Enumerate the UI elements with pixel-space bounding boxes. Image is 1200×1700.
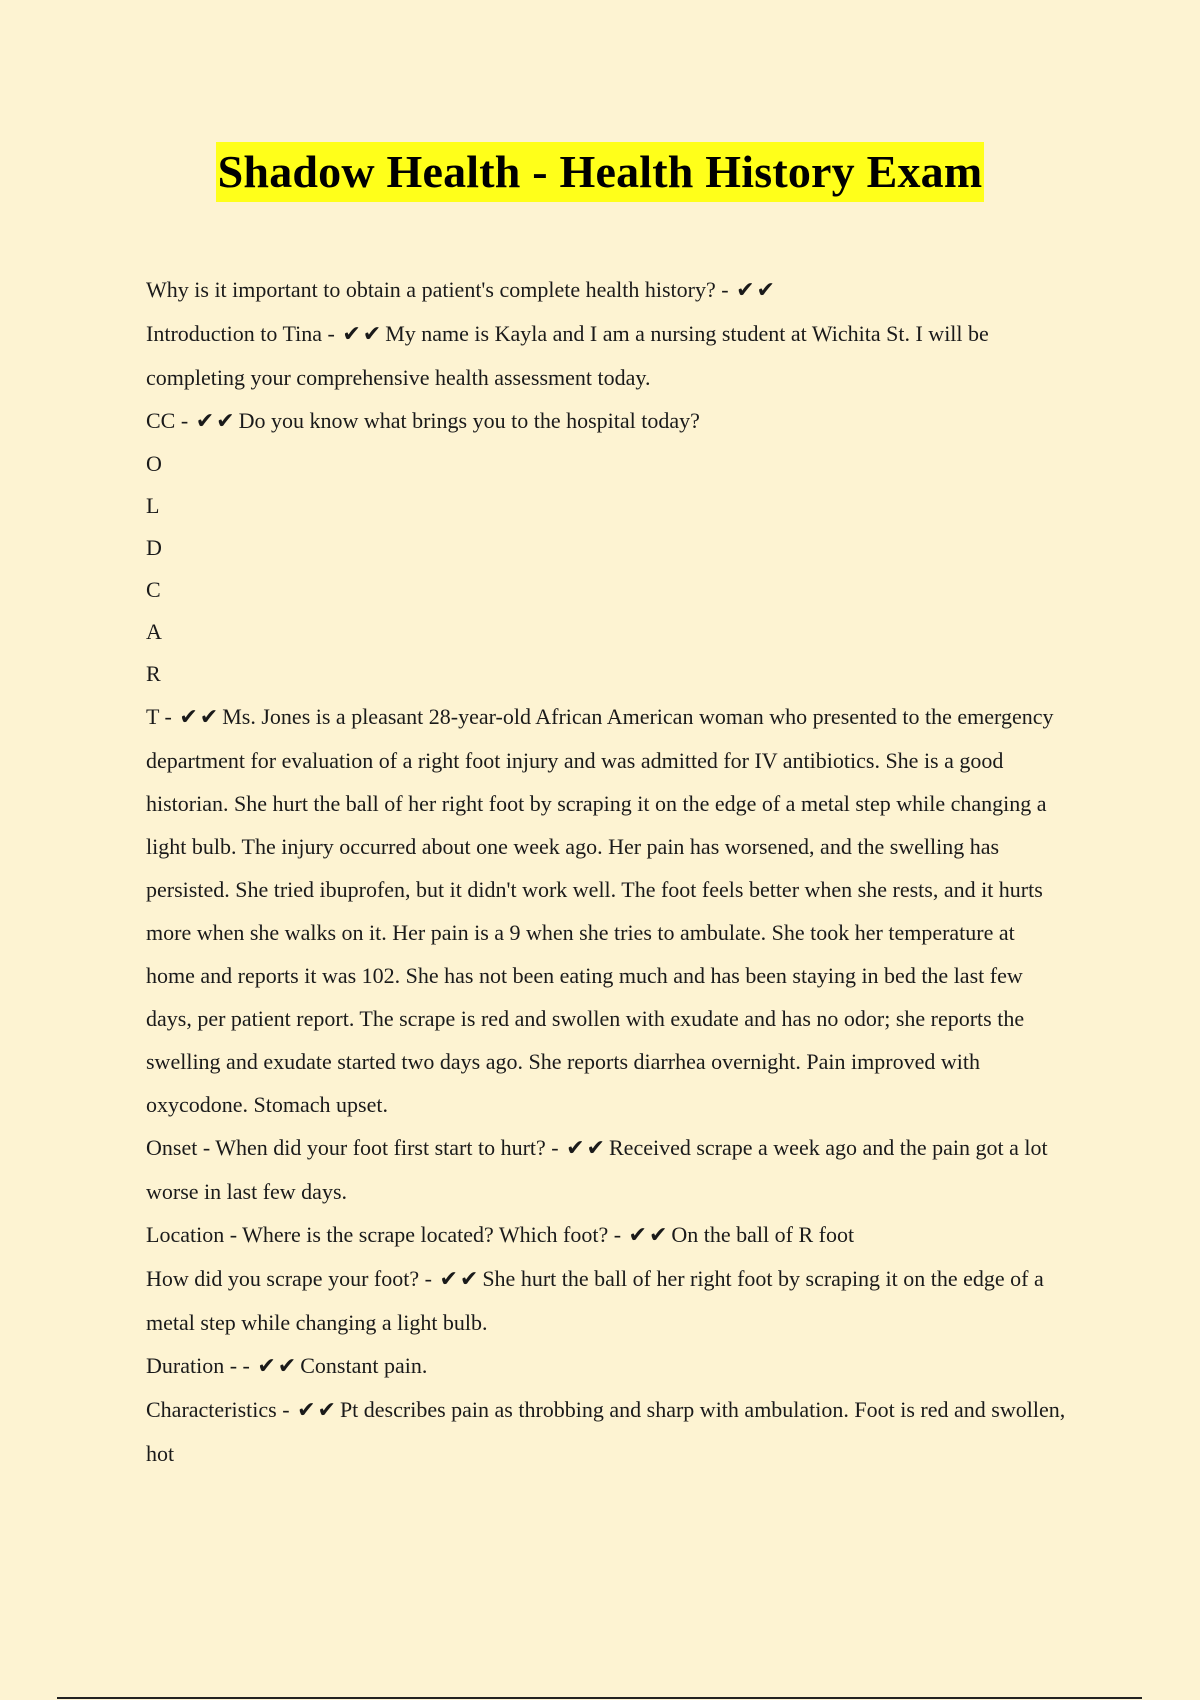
mnemonic-letter: D: [146, 535, 162, 560]
question-text: Onset - When did your foot first start to hurt? -: [146, 1135, 559, 1160]
checkmark-icon: ✔✔: [297, 1398, 338, 1423]
qa-item: [146, 268, 1066, 312]
answer-text: Ms. Jones is a pleasant 28-year-old African American woman who presented to the emergency department for evaluation of a right foot injury and was admitted for IV antibiotics. She is a good historian. She hurt the ball of her right foot by scraping it on the edge of a metal step while changing a light bulb. The injury occurred about one week ago. Her pain has worsened, and the swelling has persisted. She tried ibuprofen, but it didn't work well. The foot feels better when she rests, and it hurts more when she walks on it. Her pain is a 9 when she tries to ambulate. She took her temperature at home and reports it was 102. She has not been eating much and has been staying in bed the last few days, per patient report. The scrape is red and swollen with exudate and has no odor; she reports the swelling and exudate started two days ago. She reports diarrhea overnight. Pain improved with oxycodone. Stomach upset.: [146, 704, 1054, 1117]
footer-divider: [57, 1697, 1142, 1699]
title-container: [0, 142, 1200, 202]
document-body: [146, 268, 1066, 1475]
qa-item: [146, 1344, 1066, 1388]
answer-text: She hurt the ball of her right foot by scraping it on the edge of a metal step while changing a light bulb.: [146, 1266, 1044, 1335]
qa-item: [146, 399, 1066, 443]
checkmark-icon: ✔✔: [179, 705, 221, 730]
checkmark-icon: ✔✔: [628, 1223, 670, 1248]
qa-item: [146, 1388, 1066, 1475]
qa-item: [146, 1257, 1066, 1344]
question-text: Location - Where is the scrape located? Which foot? -: [146, 1222, 622, 1247]
qa-item: [146, 695, 1066, 1126]
checkmark-icon: ✔✔: [257, 1354, 299, 1379]
answer-text: Pt describes pain as throbbing and sharp with ambulation. Foot is red and swollen, hot: [146, 1397, 1066, 1466]
answer-text: My name is Kayla and I am a nursing student at Wichita St. I will be completing your comprehensive health assessment today.: [146, 321, 989, 390]
mnemonic-letter: R: [146, 661, 161, 686]
answer-text: Constant pain.: [300, 1353, 428, 1378]
mnemonic-letter: C: [146, 577, 161, 602]
answer-text: Received scrape a week ago and the pain got a lot worse in last few days.: [146, 1135, 1048, 1204]
qa-item: [146, 1213, 1066, 1257]
answer-text: On the ball of R foot: [671, 1222, 855, 1247]
question-text: Why is it important to obtain a patient's complete health history? -: [146, 277, 729, 302]
answer-text: Do you know what brings you to the hospital today?: [238, 408, 700, 433]
checkmark-icon: ✔✔: [736, 278, 777, 303]
checkmark-icon: ✔✔: [439, 1267, 481, 1292]
question-text: How did you scrape your foot? -: [146, 1266, 432, 1291]
question-text: CC -: [146, 408, 189, 433]
qa-item: [146, 312, 1066, 399]
question-text: Characteristics -: [146, 1397, 290, 1422]
question-text: Duration - -: [146, 1353, 250, 1378]
question-text: T -: [146, 704, 172, 729]
page-title: Shadow Health - Health History Exam: [216, 142, 985, 202]
checkmark-icon: ✔✔: [342, 322, 384, 347]
checkmark-icon: ✔✔: [566, 1136, 607, 1161]
mnemonic-letter: L: [146, 493, 160, 518]
mnemonic-letter: O: [146, 451, 162, 476]
question-text: Introduction to Tina -: [146, 321, 335, 346]
mnemonic-letter: A: [146, 619, 162, 644]
checkmark-icon: ✔✔: [195, 409, 237, 434]
qa-item: [146, 1126, 1066, 1213]
